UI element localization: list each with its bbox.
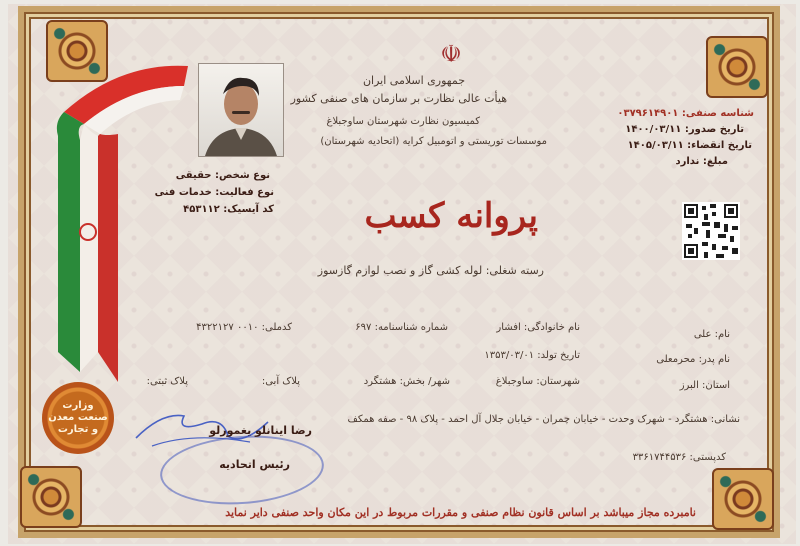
father-name: نام پدر: محرمعلی (656, 354, 730, 365)
iran-flag-ribbon (40, 52, 200, 392)
corner-ornament-bottom-right (712, 468, 774, 530)
isic-code: کد آیسیک: ۴۵۳۱۱۲ (183, 204, 274, 215)
id-number: شماره شناسنامه: ۶۹۷ (355, 322, 448, 333)
header-line-3: کمیسیون نظارت شهرستان ساوجبلاغ (326, 116, 480, 127)
expiry-date: تاریخ انقضاء: ۱۴۰۵/۰۳/۱۱ (627, 140, 752, 151)
ministry-medal (42, 382, 114, 454)
last-name: نام خانوادگی: افشار (496, 322, 580, 333)
document-title: پروانه کسب (364, 196, 538, 236)
medal-line-1: وزارت (62, 400, 94, 411)
corner-ornament-bottom-left (20, 466, 82, 528)
medal-line-2: صنعت معدن (48, 412, 108, 423)
postal-code: کدپستی: ۳۳۶۱۷۴۴۵۳۶ (632, 452, 726, 463)
person-type: نوع شخص: حقیقی (175, 170, 270, 181)
owner-photo (198, 63, 284, 157)
national-code: کدملی: ۰۰۱۰ ۴۳۲۲۱۲۷ (196, 322, 292, 333)
first-name: نام: علی (693, 329, 730, 340)
signatory-name: رضا اینانلو یغمورلو (209, 424, 312, 437)
medal-line-3: و تجارت (57, 424, 99, 435)
address: نشانی: هشتگرد - شهرک وحدت - خیابان چمران - خیابان جلال آل احمد - پلاک ۹۸ - صفه همکف (347, 414, 740, 425)
header-line-4: موسسات توریستی و اتومبیل کرایه (اتحادیه شهرستان) (320, 136, 547, 147)
birth-date: تاریخ تولد: ۱۳۵۳/۰۳/۰۱ (484, 350, 580, 361)
province: استان: البرز (679, 380, 730, 391)
county: شهرستان: ساوجبلاغ (495, 376, 580, 387)
iran-emblem-icon: ☫ (440, 40, 462, 68)
plaque-blue: پلاک آبی: (261, 376, 300, 387)
guild-id: شناسه صنفی: ۰۳۷۹۶۱۴۹۰۱ (617, 108, 754, 119)
activity-type: نوع فعالیت: خدمات فنی (154, 187, 274, 198)
plaque-registered: پلاک ثبتی: (146, 376, 188, 387)
signatory-title: رئیس اتحادیه (219, 458, 290, 471)
header-line-2: هیأت عالی نظارت بر سازمان های صنفی کشور (290, 92, 507, 105)
activity-field: رسته شغلی: لوله کشی گاز و نصب لوازم گازسوز (317, 264, 544, 277)
corner-ornament-top-right (706, 36, 768, 98)
footer-statement: نامبرده مجاز میباشد بر اساس قانون نظام صنفی و مقررات مربوط در این مکان واحد صنفی دایر نماید (225, 506, 696, 519)
issue-date: تاریخ صدور: ۱۴۰۰/۰۳/۱۱ (625, 124, 744, 135)
city: شهر/ بخش: هشتگرد (363, 376, 450, 387)
qr-code (682, 202, 740, 260)
header-line-1: جمهوری اسلامی ایران (362, 74, 465, 87)
deposit: مبلغ: ندارد (675, 156, 728, 167)
